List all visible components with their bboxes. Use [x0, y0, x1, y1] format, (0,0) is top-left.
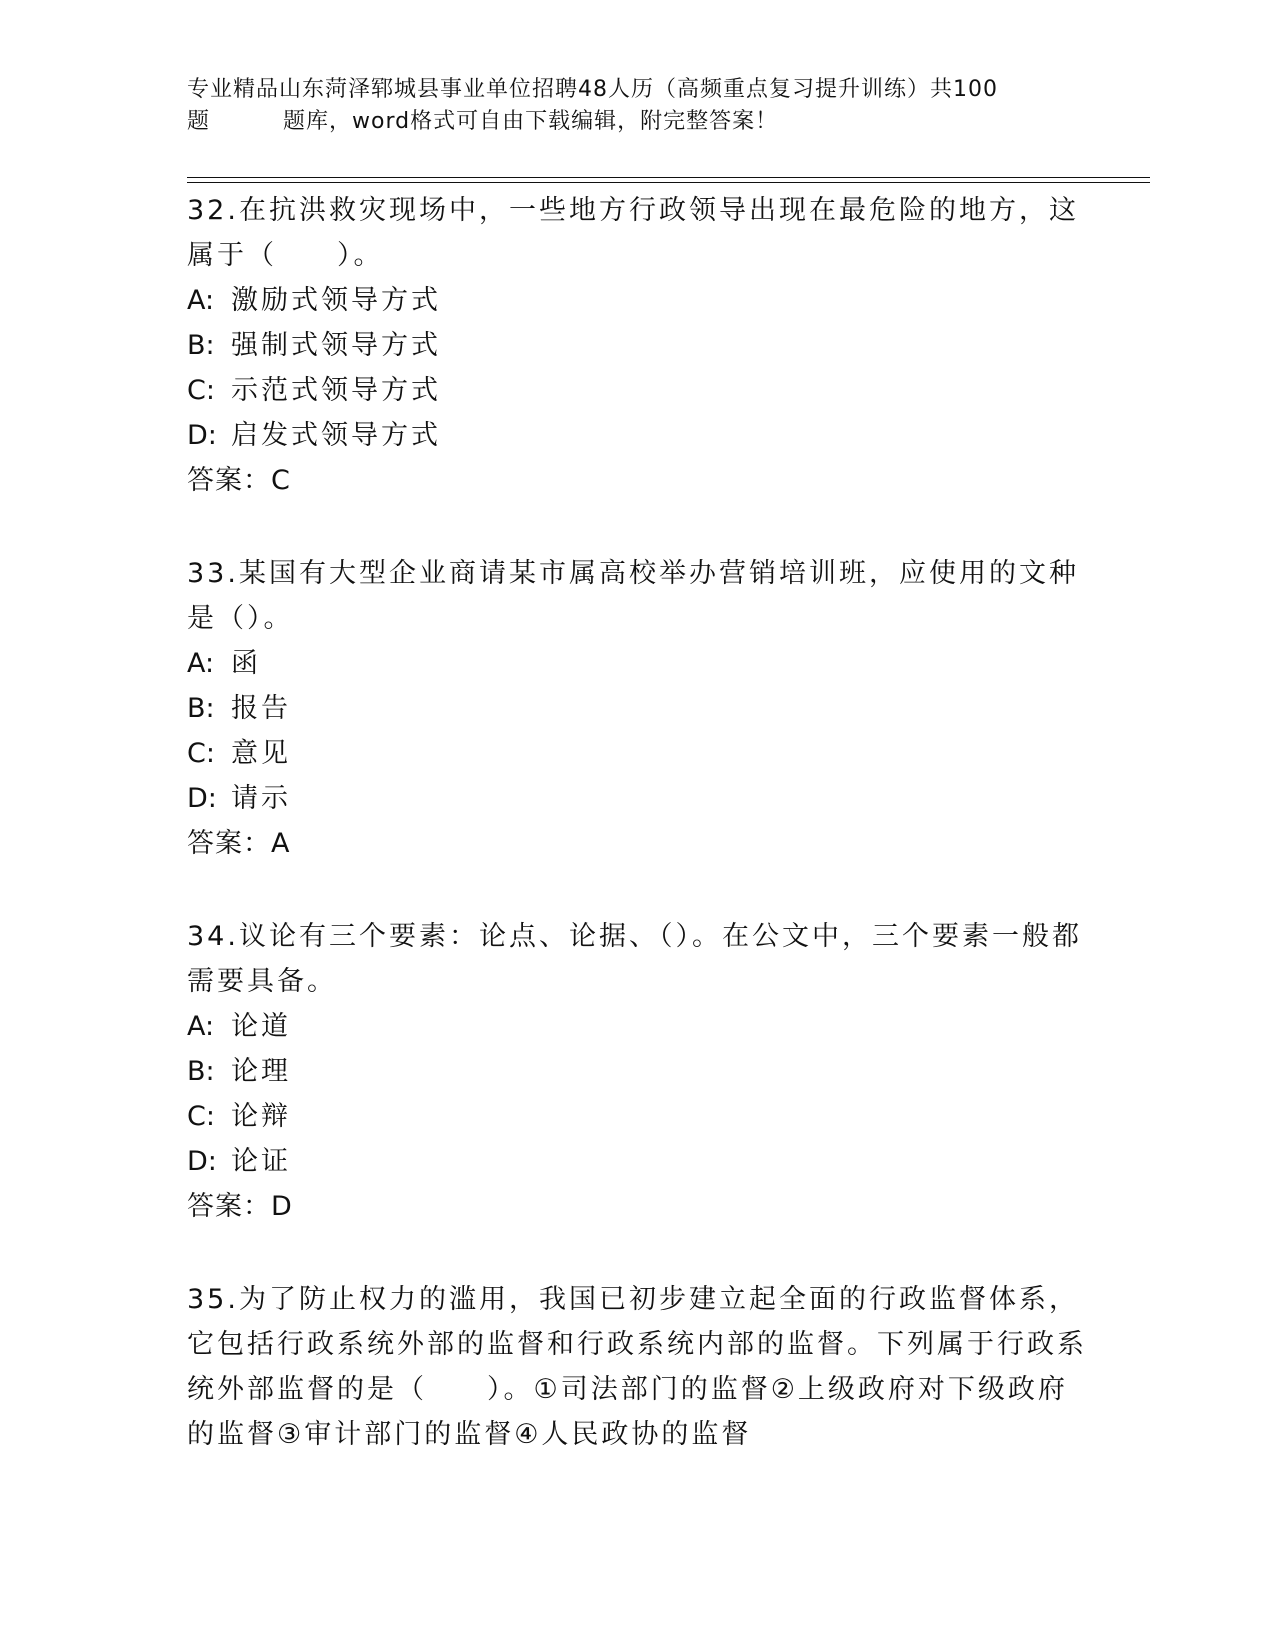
- option-c: [187, 368, 1087, 413]
- option-text: 意见: [231, 738, 291, 769]
- question-33: [187, 551, 1087, 866]
- page-header: [187, 74, 1087, 138]
- option-text: 激励式领导方式: [231, 285, 441, 316]
- option-text: 强制式领导方式: [231, 330, 441, 361]
- option-text: 启发式领导方式: [231, 420, 441, 451]
- option-key: D:: [187, 1146, 217, 1177]
- answer: 答案：D: [187, 1191, 293, 1222]
- header-line-1: 专业精品山东菏泽郓城县事业单位招聘48人历（高频重点复习提升训练）共100: [187, 77, 998, 102]
- answer: 答案：C: [187, 465, 291, 496]
- option-text: 函: [231, 648, 261, 679]
- option-a: [187, 641, 1087, 686]
- option-text: 论辩: [231, 1101, 291, 1132]
- question-35: [187, 1277, 1087, 1457]
- option-key: B:: [187, 693, 215, 724]
- option-b: [187, 323, 1087, 368]
- header-line-2-right: 题库，word格式可自由下载编辑，附完整答案！: [283, 109, 779, 134]
- option-text: 论道: [231, 1011, 291, 1042]
- header-line-2: [187, 106, 1087, 138]
- option-text: 报告: [231, 693, 291, 724]
- question-text: 32.在抗洪救灾现场中，一些地方行政领导出现在最危险的地方，这属于（ ）。: [187, 195, 1079, 271]
- option-a: [187, 1004, 1087, 1049]
- option-key: C:: [187, 1101, 215, 1132]
- question-32: [187, 188, 1087, 503]
- answer: 答案：A: [187, 828, 291, 859]
- option-key: A:: [187, 648, 215, 679]
- option-key: C:: [187, 375, 215, 406]
- option-b: [187, 686, 1087, 731]
- question-text: 33.某国有大型企业商请某市属高校举办营销培训班，应使用的文种是（）。: [187, 558, 1079, 634]
- option-a: [187, 278, 1087, 323]
- option-key: C:: [187, 738, 215, 769]
- option-key: D:: [187, 420, 217, 451]
- question-34: [187, 914, 1087, 1229]
- option-d: [187, 413, 1087, 458]
- option-c: [187, 731, 1087, 776]
- header-line-2-left: 题: [187, 109, 211, 134]
- option-key: A:: [187, 1011, 215, 1042]
- option-key: A:: [187, 285, 215, 316]
- question-text: 34.议论有三个要素：论点、论据、（）。在公文中，三个要素一般都需要具备。: [187, 921, 1082, 997]
- option-c: [187, 1094, 1087, 1139]
- question-list: [187, 188, 1087, 1505]
- option-text: 论理: [231, 1056, 291, 1087]
- option-b: [187, 1049, 1087, 1094]
- question-text: 35.为了防止权力的滥用，我国已初步建立起全面的行政监督体系，它包括行政系统外部的监督和行政系统内部的监督。下列属于行政系统外部监督的是（ ）。①司法部门的监督②上级政府对下级政府的监督③审计部门的监督④人民政协的监督: [187, 1284, 1087, 1450]
- option-d: [187, 1139, 1087, 1184]
- option-key: D:: [187, 783, 217, 814]
- option-key: B:: [187, 330, 215, 361]
- option-text: 论证: [231, 1146, 291, 1177]
- option-text: 请示: [231, 783, 291, 814]
- header-divider-top: [187, 177, 1150, 178]
- header-divider-bottom: [187, 182, 1150, 183]
- option-d: [187, 776, 1087, 821]
- option-key: B:: [187, 1056, 215, 1087]
- option-text: 示范式领导方式: [231, 375, 441, 406]
